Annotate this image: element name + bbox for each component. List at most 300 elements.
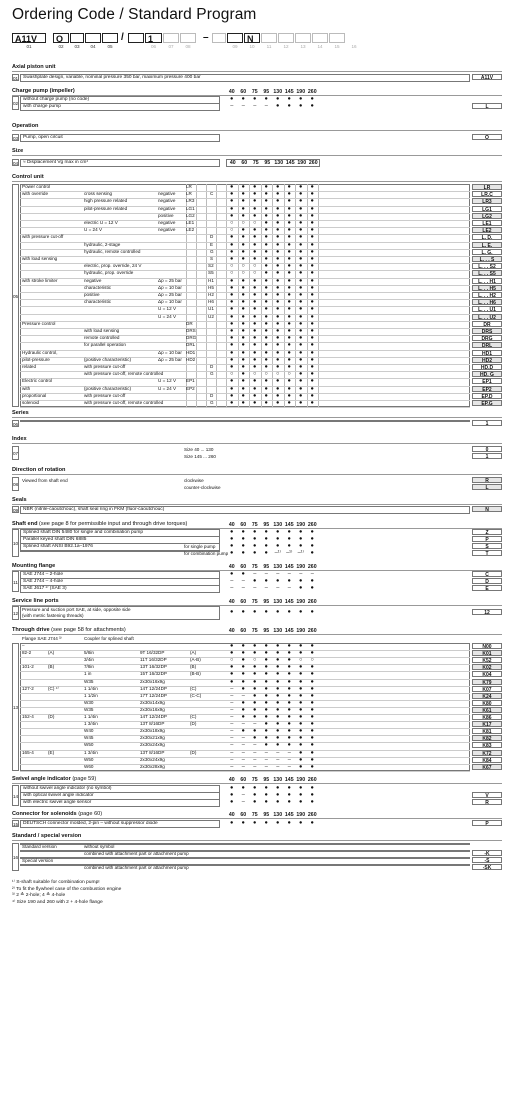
availability-symbol: – [241, 749, 245, 756]
availability-symbol: ● [276, 643, 280, 649]
availability-symbol: ● [310, 328, 314, 334]
code-position-number: 12 [283, 44, 289, 49]
order-code: K86 [472, 714, 502, 720]
availability-symbol: ● [310, 585, 314, 591]
code-position-box [212, 33, 226, 43]
availability-symbol: ● [287, 699, 291, 706]
availability-row [226, 386, 318, 392]
size-label: 60 [240, 564, 247, 570]
availability-symbol: ● [276, 270, 280, 277]
availability-symbol: ● [310, 263, 314, 270]
section-rule [12, 634, 502, 635]
order-code: L. . . S [472, 256, 502, 262]
availability-symbol: ● [287, 735, 291, 742]
section-number: 06 [13, 422, 19, 427]
availability-symbol: ● [264, 536, 268, 542]
control-condition-label: positive [158, 212, 174, 218]
availability-symbol: – [287, 749, 291, 756]
version-type: Standard version [22, 844, 57, 849]
control-condition-label: negative [158, 205, 176, 211]
availability-symbol: ● [241, 685, 245, 692]
availability-row [226, 220, 318, 226]
availability-symbol: ○ [241, 263, 245, 270]
availability-symbol: ● [310, 799, 314, 805]
order-code: L. . . H2 [472, 292, 502, 298]
version-detail: combined with attachment part or attachment pump [84, 851, 189, 856]
availability-symbol: ● [310, 529, 314, 535]
code-position-box [312, 33, 328, 43]
availability-symbol: ● [276, 392, 280, 399]
order-code: L [472, 103, 502, 109]
code-position-box [85, 33, 101, 43]
availability-symbol: ● [287, 248, 291, 255]
availability-row [226, 707, 318, 713]
availability-symbol: – [310, 571, 314, 577]
control-group-label: Pressure control [22, 320, 56, 326]
size-label: 190 [296, 777, 306, 783]
availability-symbol: ● [241, 248, 245, 255]
availability-symbol: ● [264, 721, 268, 728]
availability-symbol: ○ [230, 371, 234, 378]
control-suffix-fragment: H2 [208, 292, 214, 297]
availability-symbol: – [241, 578, 245, 584]
through-coupler: 1 in [84, 671, 92, 677]
availability-symbol: – [264, 585, 268, 591]
control-suffix-fragment: U1 [208, 306, 214, 312]
availability-symbol: ○ [230, 657, 234, 664]
code-position-box [163, 33, 179, 43]
availability-symbol: ● [299, 103, 303, 109]
section-heading: Operation [12, 123, 39, 129]
control-code-fragment: LE2 [186, 227, 195, 233]
availability-symbol: – [276, 585, 280, 591]
section-heading: Direction of rotation [12, 467, 66, 473]
availability-symbol: ● [310, 550, 314, 556]
availability-symbol: ○ [253, 371, 257, 378]
availability-symbol: ● [253, 643, 257, 649]
availability-symbol: ● [299, 313, 303, 320]
availability-symbol: ● [287, 385, 291, 392]
availability-symbol: ● [310, 692, 314, 699]
availability-row [226, 671, 318, 677]
footnote: ³⁾ 2 ≙ 2-hole; 4 ≙ 4-hole [12, 893, 66, 898]
availability-symbol: – [264, 763, 268, 770]
order-code: L. . . H1 [472, 278, 502, 284]
section-rule [12, 417, 502, 418]
control-variant-label: cross sensing [84, 191, 113, 197]
size-label: 130 [273, 599, 283, 605]
availability-symbol: ● [310, 728, 314, 735]
availability-symbol: ● [241, 714, 245, 720]
availability-symbol: ● [264, 306, 268, 313]
availability-symbol: ● [230, 364, 234, 370]
through-coupler: W45 [84, 735, 94, 741]
index-label: Size 40 ... 130 [184, 447, 214, 452]
row-description: with charge pump [20, 103, 220, 111]
availability-symbol: ● [264, 212, 268, 219]
availability-symbol: ● [264, 270, 268, 277]
availability-row [226, 103, 318, 109]
through-class: (B) [190, 664, 197, 670]
availability-symbol: ● [276, 792, 280, 798]
availability-symbol: ● [253, 198, 257, 205]
availability-symbol: ● [241, 678, 245, 685]
availability-symbol: ● [253, 714, 257, 720]
availability-symbol: ● [276, 103, 280, 109]
availability-symbol: ● [310, 643, 314, 649]
order-code: K07 [472, 686, 502, 692]
availability-symbol: ● [230, 96, 234, 102]
availability-symbol: – [264, 571, 268, 577]
availability-symbol: ● [230, 205, 234, 212]
control-suffix-fragment: U2 [208, 313, 214, 319]
through-class: (C) [190, 714, 197, 719]
control-group-label: Electric control [22, 378, 53, 384]
control-group-label: with [22, 385, 31, 391]
availability-symbol: ● [276, 609, 280, 615]
availability-symbol: ● [230, 212, 234, 219]
availability-symbol: ● [230, 799, 234, 805]
size-label: 130 [273, 522, 283, 528]
control-code-fragment: LG1 [186, 205, 195, 211]
availability-symbol: ● [310, 578, 314, 584]
availability-row [226, 234, 318, 240]
availability-symbol: ● [253, 692, 257, 699]
row-description: Splined shaft ANSI B92.1a–1976 [20, 543, 220, 551]
size-label: 145 [284, 89, 294, 95]
availability-symbol: ● [310, 820, 314, 826]
control-code-fragment: DRL [186, 342, 196, 348]
availability-symbol: ● [310, 678, 314, 685]
availability-symbol: – [230, 692, 234, 699]
availability-symbol: ● [287, 284, 291, 291]
section-number: 04 [13, 161, 19, 166]
availability-symbol: – [253, 721, 257, 728]
control-condition-label: U = 24 V [158, 313, 177, 319]
availability-symbol: ● [253, 650, 257, 657]
availability-symbol: – [287, 571, 291, 577]
size-label: 40 [228, 777, 235, 783]
availability-symbol: ● [264, 550, 268, 556]
order-code: C [472, 571, 502, 577]
availability-symbol: – [276, 749, 280, 756]
availability-symbol: ● [241, 227, 245, 234]
availability-row [226, 757, 318, 763]
order-code: V [472, 792, 502, 798]
availability-symbol: ● [299, 650, 303, 657]
availability-symbol: – [264, 756, 268, 763]
availability-symbol: ● [241, 609, 245, 615]
availability-symbol: ● [276, 320, 280, 327]
size-label: 60 [240, 812, 247, 818]
size-code: 60 [241, 160, 248, 166]
availability-symbol: ● [264, 342, 268, 349]
order-code: E [472, 585, 502, 591]
availability-symbol: – [253, 742, 257, 749]
through-coupler: W35 [84, 706, 94, 712]
availability-row [226, 529, 318, 535]
control-variant-label: remote controlled [84, 335, 120, 341]
availability-symbol: ● [287, 671, 291, 678]
control-variant-label: with load sensing [84, 328, 120, 333]
availability-symbol: ● [299, 356, 303, 363]
order-code: K84 [472, 757, 502, 763]
availability-symbol: – [241, 721, 245, 728]
availability-symbol: ● [287, 306, 291, 313]
availability-symbol: ● [264, 284, 268, 291]
availability-symbol: ● [287, 234, 291, 241]
availability-symbol: ● [230, 378, 234, 385]
availability-symbol: ● [253, 685, 257, 692]
control-group-label: solenoid [22, 400, 40, 405]
through-class: (B-B) [190, 671, 201, 677]
control-group-label: proportional [22, 392, 47, 398]
availability-row [226, 285, 318, 291]
control-code-fragment: HD2 [186, 356, 196, 362]
size-label: 260 [307, 89, 317, 95]
availability-symbol: ● [253, 699, 257, 706]
availability-symbol: ● [253, 227, 257, 234]
availability-symbol: ● [310, 299, 314, 306]
control-group-label: with pressure cut-off [22, 234, 64, 240]
availability-symbol: ● [241, 699, 245, 706]
availability-row [226, 96, 318, 102]
order-code: LR.C [472, 191, 502, 197]
availability-symbol: ● [299, 536, 303, 542]
availability-symbol: ● [287, 313, 291, 320]
availability-symbol: ● [264, 220, 268, 226]
code-position-number: 02 [58, 44, 64, 49]
availability-row [226, 342, 318, 348]
availability-symbol: ● [230, 392, 234, 399]
through-spline: 13T 16/32DP [140, 664, 167, 670]
availability-symbol: ● [287, 205, 291, 212]
availability-row [226, 350, 318, 356]
availability-symbol: ● [299, 320, 303, 327]
order-code: L [472, 484, 502, 490]
availability-symbol: ● [241, 385, 245, 392]
availability-symbol: ● [310, 385, 314, 392]
code-position-box [278, 33, 294, 43]
availability-symbol: ● [264, 328, 268, 334]
control-variant-label: (positive characteristic) [84, 356, 131, 362]
availability-symbol: ● [264, 735, 268, 742]
availability-symbol: ● [264, 263, 268, 270]
availability-symbol: ● [276, 248, 280, 255]
size-label: 40 [228, 564, 235, 570]
row-description: ≈ Displacement Vg max in cm³ [20, 159, 220, 167]
availability-symbol: ● [310, 664, 314, 671]
availability-symbol: ● [310, 292, 314, 298]
availability-symbol: ● [310, 198, 314, 205]
section-heading: Through drive (see page 58 for attachments) [12, 627, 126, 633]
availability-symbol: – [253, 103, 257, 109]
availability-symbol: ● [287, 198, 291, 205]
control-row-rule [20, 407, 470, 408]
availability-symbol: ● [241, 184, 245, 190]
availability-symbol: ● [299, 292, 303, 298]
order-code: LE2 [472, 227, 502, 233]
availability-symbol: – [230, 742, 234, 749]
through-coupler: 1 1/4in [84, 714, 98, 719]
availability-symbol: ● [253, 671, 257, 678]
availability-row [226, 314, 318, 320]
availability-symbol: ● [299, 400, 303, 406]
control-suffix-fragment: G [210, 248, 214, 254]
availability-symbol: ● [299, 385, 303, 392]
control-suffix-fragment: C [210, 191, 214, 197]
availability-symbol: ○ [230, 227, 234, 234]
availability-symbol: ● [264, 699, 268, 706]
availability-symbol: ● [253, 212, 257, 219]
availability-symbol: – [230, 749, 234, 756]
availability-row [226, 256, 318, 262]
order-code: LR3 [472, 198, 502, 204]
availability-symbol: – [241, 756, 245, 763]
availability-symbol: ● [276, 212, 280, 219]
availability-symbol: ● [310, 212, 314, 219]
order-code: L. G. [472, 249, 502, 255]
availability-symbol: ● [287, 349, 291, 356]
availability-symbol: ● [287, 685, 291, 692]
through-spline: 2x30x16x9g [140, 678, 165, 684]
availability-symbol: ● [276, 205, 280, 212]
availability-symbol: ● [276, 299, 280, 306]
availability-symbol: ● [276, 328, 280, 334]
availability-row [226, 393, 318, 399]
availability-symbol: ● [310, 103, 314, 109]
size-label: 95 [263, 628, 270, 634]
availability-symbol: ● [241, 96, 245, 102]
control-code-fragment: DRG [186, 335, 197, 341]
availability-symbol: ● [241, 550, 245, 556]
availability-symbol: ● [230, 385, 234, 392]
availability-symbol: ● [299, 714, 303, 720]
availability-symbol: ● [253, 313, 257, 320]
availability-symbol: ● [299, 685, 303, 692]
control-suffix-fragment: S [210, 256, 214, 261]
size-label: 145 [284, 522, 294, 528]
size-header-row [226, 628, 318, 634]
availability-symbol: ● [276, 706, 280, 713]
section-heading-note: (page 60) [76, 811, 103, 817]
availability-symbol: ○ [264, 371, 268, 378]
size-header-row [226, 812, 318, 818]
code-position-box [295, 33, 311, 43]
control-variant-label: with pressure cut-off [84, 364, 126, 369]
availability-symbol: ● [299, 742, 303, 749]
control-condition-label: Δp = 25 bar [158, 292, 182, 297]
size-label: 190 [296, 522, 306, 528]
order-code: L. E. [472, 242, 502, 248]
availability-row [226, 270, 318, 276]
section-heading: Service line ports [12, 598, 59, 604]
order-code: N00 [472, 643, 502, 649]
code-position-number: 04 [90, 44, 96, 49]
availability-symbol: ● [253, 609, 257, 615]
availability-symbol: ● [287, 241, 291, 248]
section-rule [12, 130, 502, 131]
availability-row [226, 643, 318, 649]
availability-symbol: – [230, 763, 234, 770]
availability-symbol: ● [264, 320, 268, 327]
availability-symbol: ● [287, 578, 291, 584]
through-coupler: 5/8in [84, 650, 94, 656]
through-spline: 14T 12/24DP [140, 685, 167, 691]
availability-symbol: ● [253, 205, 257, 212]
availability-symbol: ● [287, 650, 291, 657]
availability-symbol: ● [230, 785, 234, 791]
availability-symbol: ● [253, 284, 257, 291]
availability-symbol: ● [299, 220, 303, 226]
availability-symbol: ● [253, 378, 257, 385]
size-label: 95 [263, 599, 270, 605]
availability-symbol: ● [287, 400, 291, 406]
availability-symbol: ● [230, 529, 234, 535]
availability-symbol: ● [253, 385, 257, 392]
availability-symbol: ● [276, 785, 280, 791]
control-code-fragment: EP2 [186, 385, 195, 391]
size-label: 40 [228, 522, 235, 528]
availability-row [226, 371, 318, 377]
section-heading: Axial piston unit [12, 64, 56, 70]
through-spline: 2x30x18x9g [140, 728, 165, 734]
availability-symbol: – [241, 735, 245, 742]
availability-symbol: ○ [253, 270, 257, 277]
through-coupler: W30 [84, 699, 94, 705]
code-position-number: 03 [74, 44, 80, 49]
availability-row [226, 609, 318, 615]
control-suffix-fragment: D [210, 234, 214, 240]
availability-symbol: ● [264, 706, 268, 713]
availability-symbol: ● [276, 742, 280, 749]
availability-symbol: ● [299, 248, 303, 255]
availability-symbol: ● [241, 650, 245, 657]
control-code-fragment: LR [186, 184, 192, 189]
control-variant-label: high pressure related [84, 198, 128, 204]
availability-symbol: – [253, 571, 257, 577]
availability-symbol: ● [276, 664, 280, 671]
order-code: O [472, 134, 502, 140]
availability-symbol: ● [264, 241, 268, 248]
availability-symbol: ● [264, 356, 268, 363]
section-number: 07 [12, 446, 19, 460]
availability-symbol: ● [276, 234, 280, 241]
availability-symbol: – [264, 749, 268, 756]
availability-symbol: –¹⁾ [286, 550, 293, 556]
availability-symbol: ● [230, 356, 234, 363]
size-label: 190 [296, 628, 306, 634]
code-position-number: 15 [334, 44, 340, 49]
availability-symbol: ● [276, 692, 280, 699]
row-description: Swashplate design, variable, nominal pressure 350 bar, maximum pressure 400 bar [20, 74, 470, 82]
availability-symbol: ● [241, 191, 245, 198]
availability-symbol: ● [253, 184, 257, 190]
availability-symbol: ● [310, 371, 314, 378]
availability-symbol: – [230, 699, 234, 706]
availability-symbol: ● [230, 191, 234, 198]
through-class: (C) [190, 685, 197, 691]
availability-symbol: ● [299, 256, 303, 262]
control-group-label: related [22, 364, 37, 369]
through-spline: 13T 8/16DP [140, 749, 165, 755]
row-description: with electric swivel angle sensor [20, 799, 220, 807]
availability-symbol: ● [253, 706, 257, 713]
row-description: SAE J617 ²⁾ (SAE 3) [20, 585, 220, 593]
through-flange-class: (D) [48, 714, 55, 719]
availability-row [226, 292, 318, 298]
availability-symbol: ● [264, 198, 268, 205]
